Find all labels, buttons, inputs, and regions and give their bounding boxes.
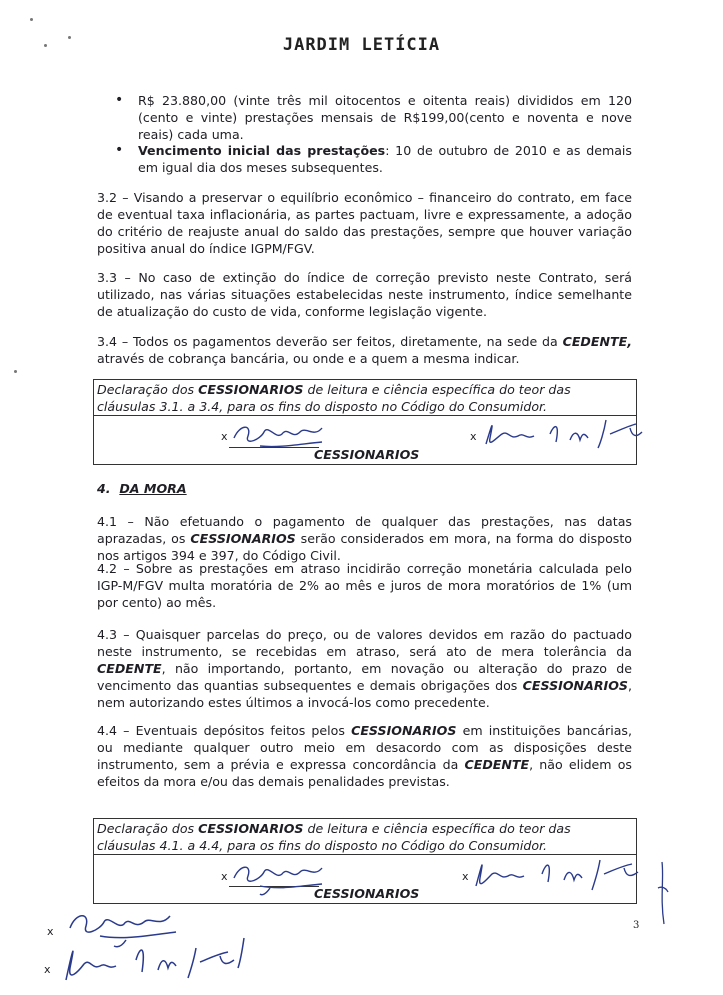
- clause-4-2-text: – Sobre as prestações em atraso incidirão correção monetária calculada pelo IGP-M/FGV multa moratória de 2% ao mês e juros de mora moratórios de 1% (um por cento) ao mês.: [97, 561, 632, 610]
- clause-4-3: [97, 626, 632, 711]
- section-4-title: DA MORA: [119, 481, 187, 496]
- clause-4-3-text-c: , nem autorizando estes últimos a invocá-los como precedente.: [97, 678, 632, 710]
- due-date-label: Vencimento inicial das prestações: [138, 143, 386, 158]
- bullet-due-date: [138, 142, 632, 176]
- clause-4-4-text-a: – Eventuais depósitos feitos pelos: [117, 723, 352, 738]
- clause-4-3-text-b: , não importando, portanto, em novação ou alteração do prazo de vencimento das quantias subsequentes e demais obrigações dos: [97, 661, 632, 693]
- clause-4-3-text-a: – Quaisquer parcelas do preço, ou de valores devidos em razão do pactuado neste instrumento, se recebidas em atraso, será ato de mera tolerância da: [97, 627, 632, 659]
- cessionarios-label-1: CESSIONARIOS: [314, 447, 420, 462]
- signature-mark-x: x: [462, 870, 469, 883]
- footer-signature-2: [58, 932, 258, 988]
- cedente-ref: CEDENTE: [97, 661, 162, 676]
- clause-4-3-number: 4.3: [97, 627, 118, 642]
- clause-3-4: [97, 333, 632, 367]
- signature-scribble-2: [480, 414, 660, 454]
- bullet-dot: •: [115, 142, 124, 158]
- signature-mark-x: x: [470, 430, 477, 443]
- declaration-2-text: [97, 820, 633, 854]
- clause-4-2: [97, 560, 632, 611]
- signature-mark-x: x: [221, 430, 228, 443]
- clause-4-4: [97, 722, 632, 790]
- declaration-2-bold: CESSIONARIOS: [198, 821, 304, 836]
- section-4-heading: [97, 481, 187, 496]
- declaration-2-post: de leitura e ciência específica do teor das cláusulas 4.1. a 4.4, para os fins do disposto no Código do Consumidor.: [97, 821, 571, 853]
- scan-speck: [68, 36, 71, 39]
- clause-4-1-number: 4.1: [97, 514, 118, 529]
- clause-3-4-text-a: 3.4 – Todos os pagamentos deverão ser feitos, diretamente, na sede da: [97, 334, 563, 349]
- clause-4-1: [97, 513, 632, 564]
- bullet-price: R$ 23.880,00 (vinte três mil oitocentos e oitenta reais) divididos em 120 (cento e vinte) prestações mensais de R$199,00(cento e noventa e nove reais) cada uma.: [138, 93, 632, 142]
- margin-initial: [652, 858, 672, 928]
- page-title: JARDIM LETÍCIA: [282, 35, 441, 55]
- signature-mark-x: x: [47, 925, 54, 938]
- signature-mark-x: x: [44, 963, 51, 976]
- clause-3-4-text-b: através de cobrança bancária, ou onde e a quem a mesma indicar.: [97, 351, 520, 366]
- declaration-1-bold: CESSIONARIOS: [198, 382, 304, 397]
- signature-scribble-4: [470, 852, 660, 896]
- signature-mark-x: x: [221, 870, 228, 883]
- due-date-text: : 10 de outubro de 2010 e as demais em igual dia dos meses subsequentes.: [138, 143, 632, 175]
- section-4-number: 4.: [97, 481, 111, 496]
- clause-4-1-text-a: – Não efetuando o pagamento de qualquer das prestações, nas datas aprazadas, os: [97, 514, 632, 546]
- clause-3-2: 3.2 – Visando a preservar o equilíbrio econômico – financeiro do contrato, em face de eventual taxa inflacionária, as partes pactuam, livre e expressamente, a adoção do critério de reajuste anual do saldo das prestações, sempre que houver variação positiva anual do índice IGPM/FGV.: [97, 190, 632, 256]
- scan-speck: [14, 370, 17, 373]
- declaration-2-pre: Declaração dos: [97, 821, 199, 836]
- scan-speck: [44, 44, 47, 47]
- bullet-dot: •: [115, 92, 124, 108]
- cedente-ref: CEDENTE: [464, 757, 530, 772]
- cessionarios-ref: CESSIONARIOS: [190, 531, 296, 546]
- clause-4-4-number: 4.4: [97, 723, 118, 738]
- declaration-1-pre: Declaração dos: [97, 382, 199, 397]
- clause-4-2-number: 4.2: [97, 561, 118, 576]
- clause-4-4-text-c: , não elidem os efeitos da mora e/ou das demais penalidades previstas.: [97, 757, 632, 789]
- scan-speck: [30, 18, 33, 21]
- declaration-1-post: de leitura e ciência específica do teor das cláusulas 3.1. a 3.4, para os fins do disposto no Código do Consumidor.: [97, 382, 571, 414]
- page-number: 3: [633, 920, 640, 931]
- clause-4-4-text-b: em instituições bancárias, ou mediante qualquer outro meio em desacordo com as disposições deste instrumento, sem a prévia e expressa concordância da: [97, 723, 632, 772]
- cessionarios-ref: CESSIONARIOS: [351, 723, 457, 738]
- clause-4-1-text-b: serão considerados em mora, na forma do disposto nos artigos 394 e 397, do Código Civil.: [97, 531, 633, 563]
- cedente-label: CEDENTE,: [562, 334, 632, 349]
- cessionarios-ref: CESSIONARIOS: [522, 678, 628, 693]
- cessionarios-label-2: CESSIONARIOS: [314, 886, 420, 901]
- clause-3-3: 3.3 – No caso de extinção do índice de correção previsto neste Contrato, será utilizado, nas várias situações estabelecidas neste instrumento, índice semelhante de atualização do custo de vida, conforme legislação vigente.: [97, 270, 632, 319]
- declaration-1-text: [97, 381, 633, 415]
